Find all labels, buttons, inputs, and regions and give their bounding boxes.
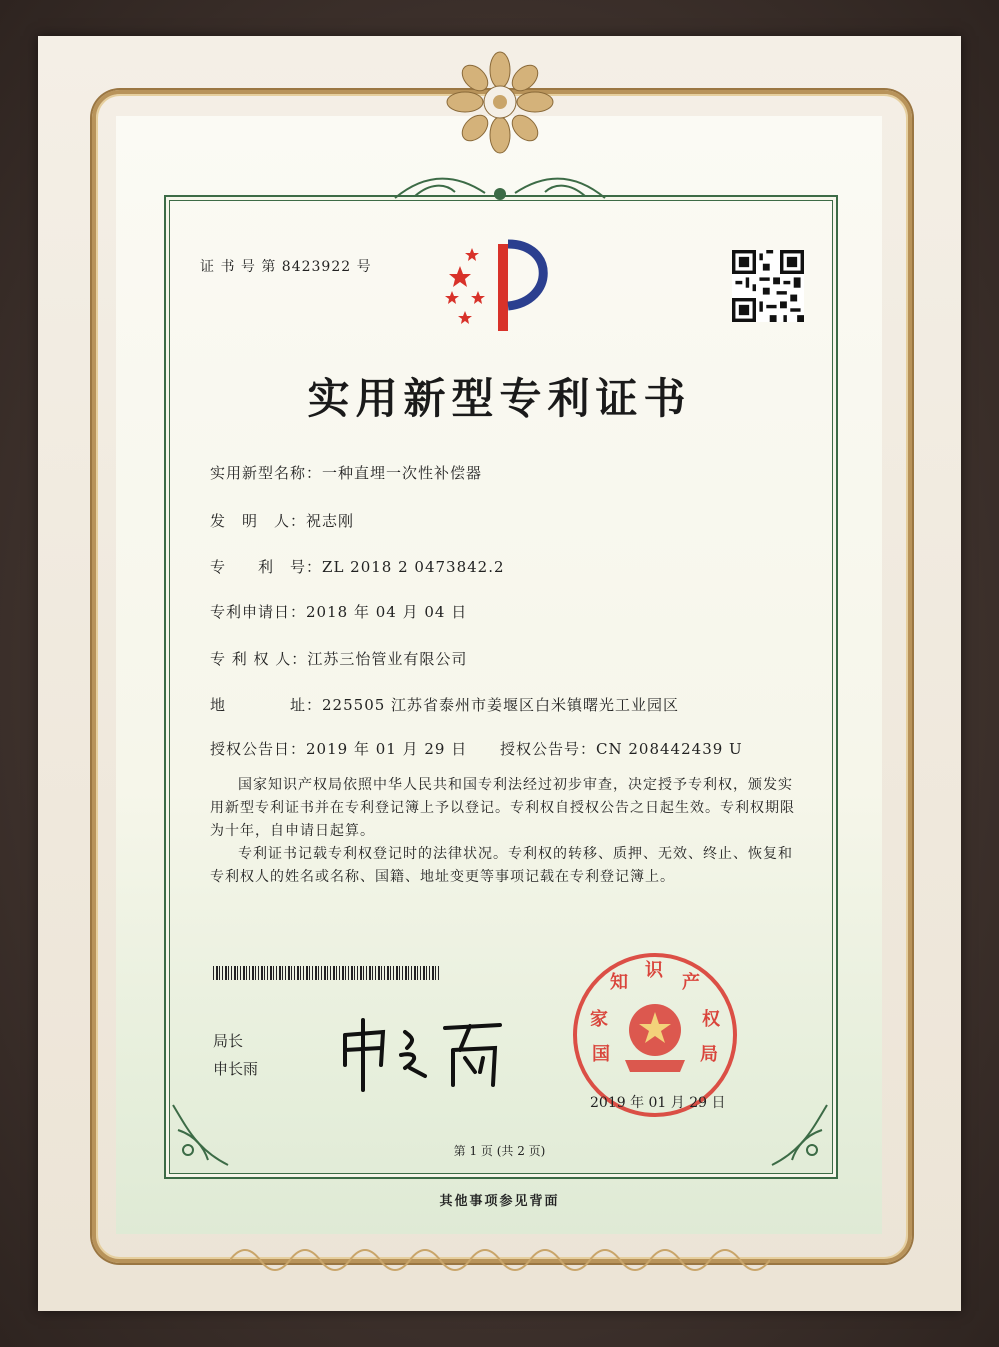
field-label: 发 明 人： bbox=[210, 512, 307, 530]
field-label: 专 利 号： bbox=[210, 558, 323, 576]
statement-paragraph-2: 专利证书记载专利权登记时的法律状况。专利权的转移、质押、无效、终止、恢复和专利权人的姓名或名称、国籍、地址变更等事项记载在专利登记簿上。 bbox=[210, 846, 793, 885]
signature-icon bbox=[335, 1010, 510, 1095]
field-label: 专利申请日： bbox=[210, 603, 307, 621]
statement-paragraph-1: 国家知识产权局依照中华人民共和国专利法经过初步审查，决定授予专利权，颁发实用新型专利证书并在专利登记簿上予以登记。专利权自授权公告之日起生效。专利权期限为十年，自申请日起算。 bbox=[210, 777, 795, 839]
director-name: 申长雨 bbox=[213, 1060, 259, 1078]
field-value: 225505 江苏省泰州市姜堰区白米镇曙光工业园区 bbox=[322, 696, 680, 714]
lace-ornament-icon bbox=[230, 1240, 770, 1280]
qr-code-icon bbox=[732, 250, 804, 322]
grant-date: 2019 年 01 月 29 日 bbox=[306, 740, 468, 758]
field-row-apply-date bbox=[210, 601, 467, 622]
certificate-number: 证 书 号 第 8423922 号 bbox=[200, 259, 372, 275]
page-info: 第 1 页 (共 2 页) bbox=[453, 1144, 546, 1158]
field-value: 2018 年 04 月 04 日 bbox=[306, 603, 468, 621]
field-row-inventor bbox=[210, 510, 354, 531]
field-label: 实用新型名称： bbox=[210, 464, 323, 482]
field-value: 一种直埋一次性补偿器 bbox=[322, 464, 483, 482]
svg-text:知: 知 bbox=[610, 972, 628, 993]
svg-text:家: 家 bbox=[590, 1009, 608, 1030]
cnipa-logo-icon bbox=[440, 236, 562, 336]
field-row-address bbox=[210, 694, 679, 715]
corner-ornament-icon bbox=[762, 1100, 832, 1170]
grant-no: CN 208442439 U bbox=[596, 740, 743, 758]
field-row-patentee bbox=[210, 648, 467, 669]
svg-text:局: 局 bbox=[700, 1044, 718, 1065]
field-row-name bbox=[210, 462, 482, 483]
certificate-title: 实用新型专利证书 bbox=[307, 374, 692, 423]
field-label: 专 利 权 人： bbox=[210, 650, 308, 668]
grant-no-label: 授权公告号： bbox=[500, 740, 597, 758]
field-value: 江苏三怡管业有限公司 bbox=[307, 650, 468, 668]
svg-text:权: 权 bbox=[702, 1009, 720, 1030]
grant-date-label: 授权公告日： bbox=[210, 740, 307, 758]
field-row-grant-no bbox=[500, 738, 743, 759]
director-title: 局长 bbox=[213, 1032, 244, 1050]
svg-text:产: 产 bbox=[682, 972, 700, 993]
footer-note: 其他事项参见背面 bbox=[439, 1194, 560, 1209]
field-row-grant bbox=[210, 738, 467, 759]
svg-text:识: 识 bbox=[645, 960, 663, 981]
field-row-patent-no bbox=[210, 556, 505, 577]
field-value: ZL 2018 2 0473842.2 bbox=[322, 558, 505, 576]
flower-ornament-icon bbox=[440, 50, 560, 160]
scroll-ornament-icon bbox=[385, 168, 615, 208]
field-label: 地 址： bbox=[210, 696, 323, 714]
field-value: 祝志刚 bbox=[306, 512, 355, 530]
svg-text:国: 国 bbox=[592, 1044, 610, 1065]
barcode bbox=[213, 966, 440, 980]
corner-ornament-icon bbox=[168, 1100, 238, 1170]
seal-date: 2019 年 01 月 29 日 bbox=[590, 1095, 726, 1111]
